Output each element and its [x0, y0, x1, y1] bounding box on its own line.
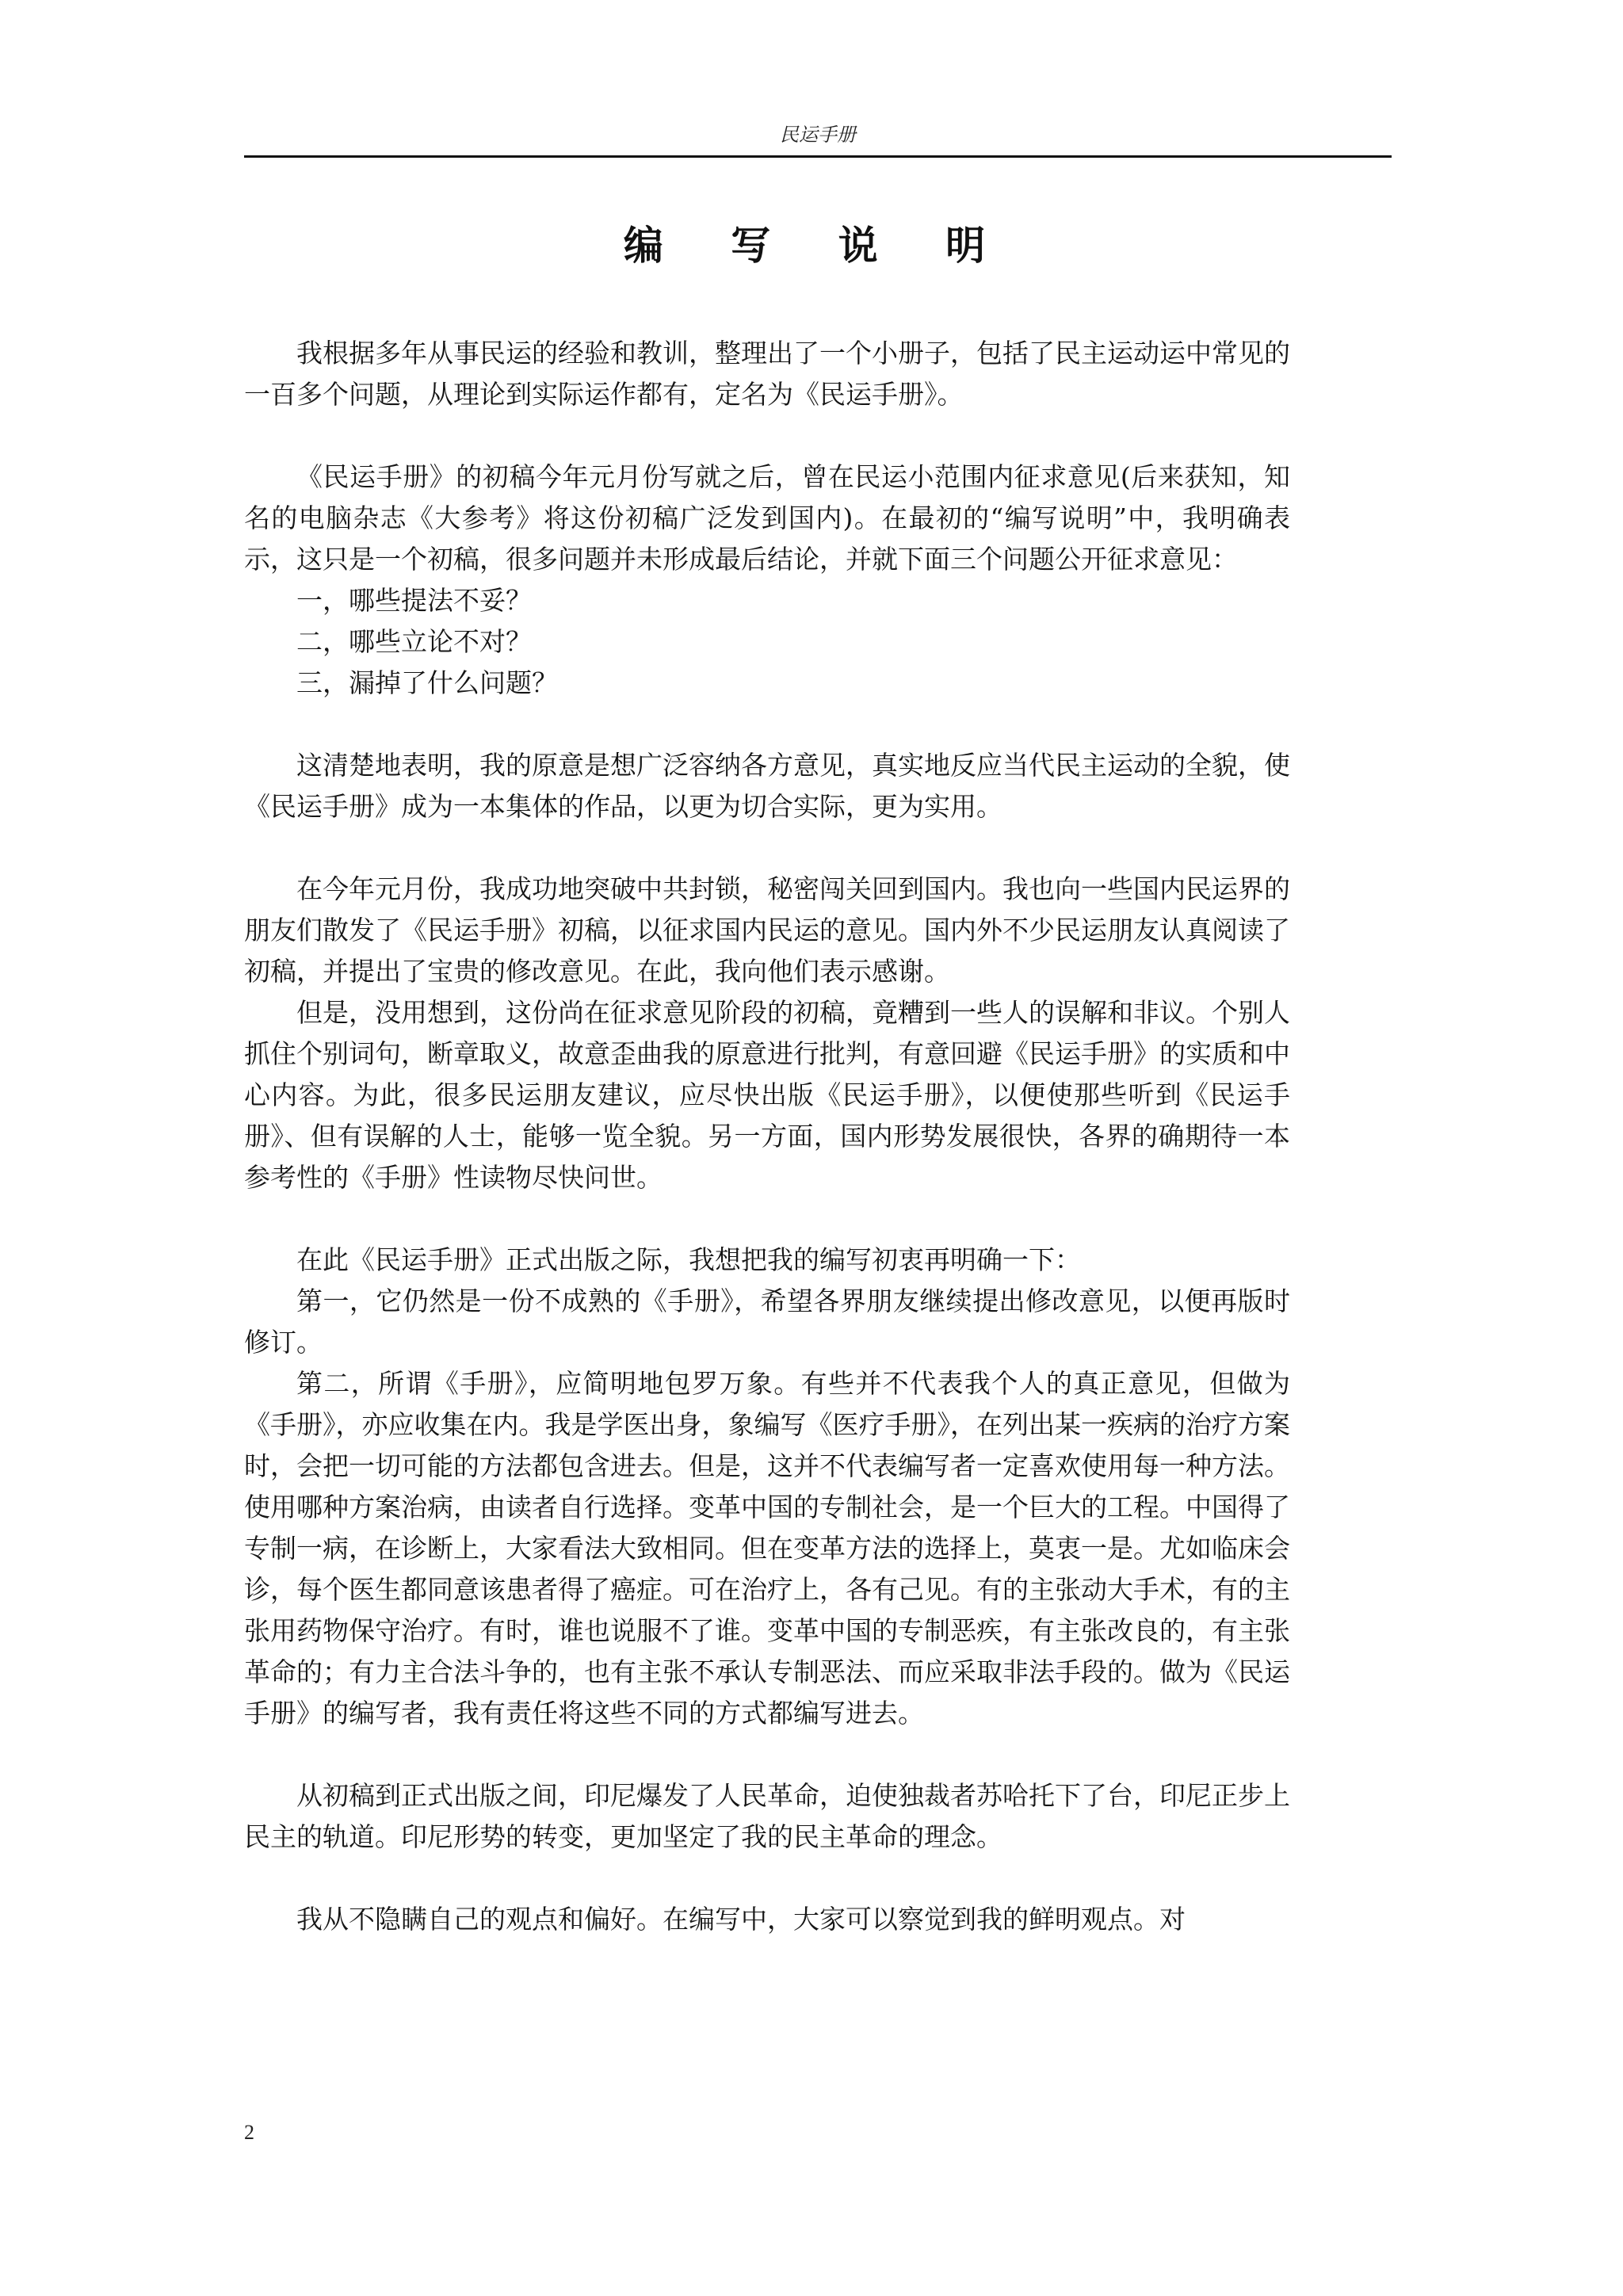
paragraph: 第一，它仍然是一份不成熟的《手册》，希望各界朋友继续提出修改意见，以便再版时修订。 — [244, 1286, 1290, 1358]
running-header: 民运手册 — [780, 124, 856, 146]
paragraph: 第二，所谓《手册》，应简明地包罗万象。有些并不代表我个人的真正意见，但做为《手册》，亦应收集在内。我是学医出身，象编写《医疗手册》，在列出某一疾病的治疗方案时，会把一切可能的方法都包含进去。但是，这并不代表编写者一定喜欢使用每一种方法。使用哪种方案治病，由读者自行选择。变革中国的专制社会，是一个巨大的工程。中国得了专制一病，在诊断上，大家看法大致相同。但在变革方法的选择上，莫衷一是。尤如临床会诊，每个医生都同意该患者得了癌症。可在治疗上，各有己见。有的主张动大手术，有的主张用药物保守治疗。有时，谁也说服不了谁。变革中国的专制恶疾，有主张改良的，有主张革命的；有力主合法斗争的，也有主张不承认专制恶法、而应采取非法手段的。做为《民运手册》的编写者，我有责任将这些不同的方式都编写进去。 — [244, 1368, 1290, 1729]
list-item: 三，漏掉了什么问题？ — [296, 667, 558, 698]
paragraph: 我从不隐瞒自己的观点和偏好。在编写中，大家可以察觉到我的鲜明观点。对 — [296, 1904, 1186, 1935]
paragraph: 我根据多年从事民运的经验和教训，整理出了一个小册子，包括了民主运动运中常见的一百多个问题，从理论到实际运作都有，定名为《民运手册》。 — [244, 338, 1290, 410]
paragraph: 《民运手册》的初稿今年元月份写就之后，曾在民运小范围内征求意见(后来获知，知名的电脑杂志《大参考》将这份初稿广泛发到国内)。在最初的“编写说明”中，我明确表示，这只是一个初稿，很多问题并未形成最后结论，并就下面三个问题公开征求意见： — [244, 461, 1290, 575]
document-title: 编 写 说 明 — [623, 223, 1013, 269]
document-body — [244, 333, 1290, 1981]
page-number: 2 — [244, 2121, 254, 2144]
list-item: 二，哪些立论不对？ — [296, 626, 532, 657]
paragraph: 这清楚地表明，我的原意是想广泛容纳各方意见，真实地反应当代民主运动的全貌，使《民运手册》成为一本集体的作品，以更为切合实际，更为实用。 — [244, 750, 1290, 822]
list-item: 一，哪些提法不妥？ — [296, 585, 532, 616]
paragraph: 在今年元月份，我成功地突破中共封锁，秘密闯关回到国内。我也向一些国内民运界的朋友们散发了《民运手册》初稿，以征求国内民运的意见。国内外不少民运朋友认真阅读了初稿，并提出了宝贵的修改意见。在此，我向他们表示感谢。 — [244, 873, 1290, 987]
paragraph: 但是，没用想到，这份尚在征求意见阶段的初稿，竟糟到一些人的误解和非议。个别人抓住个别词句，断章取义，故意歪曲我的原意进行批判，有意回避《民运手册》的实质和中心内容。为此，很多民运朋友建议，应尽快出版《民运手册》，以便使那些听到《民运手册》、但有误解的人士，能够一览全貌。另一方面，国内形势发展很快，各界的确期待一本参考性的《手册》性读物尽快问世。 — [244, 997, 1290, 1193]
header-rule — [244, 155, 1392, 158]
paragraph: 从初稿到正式出版之间，印尼爆发了人民革命，迫使独裁者苏哈托下了台，印尼正步上民主的轨道。印尼形势的转变，更加坚定了我的民主革命的理念。 — [244, 1780, 1290, 1852]
paragraph: 在此《民运手册》正式出版之际，我想把我的编写初衷再明确一下： — [296, 1244, 1081, 1275]
